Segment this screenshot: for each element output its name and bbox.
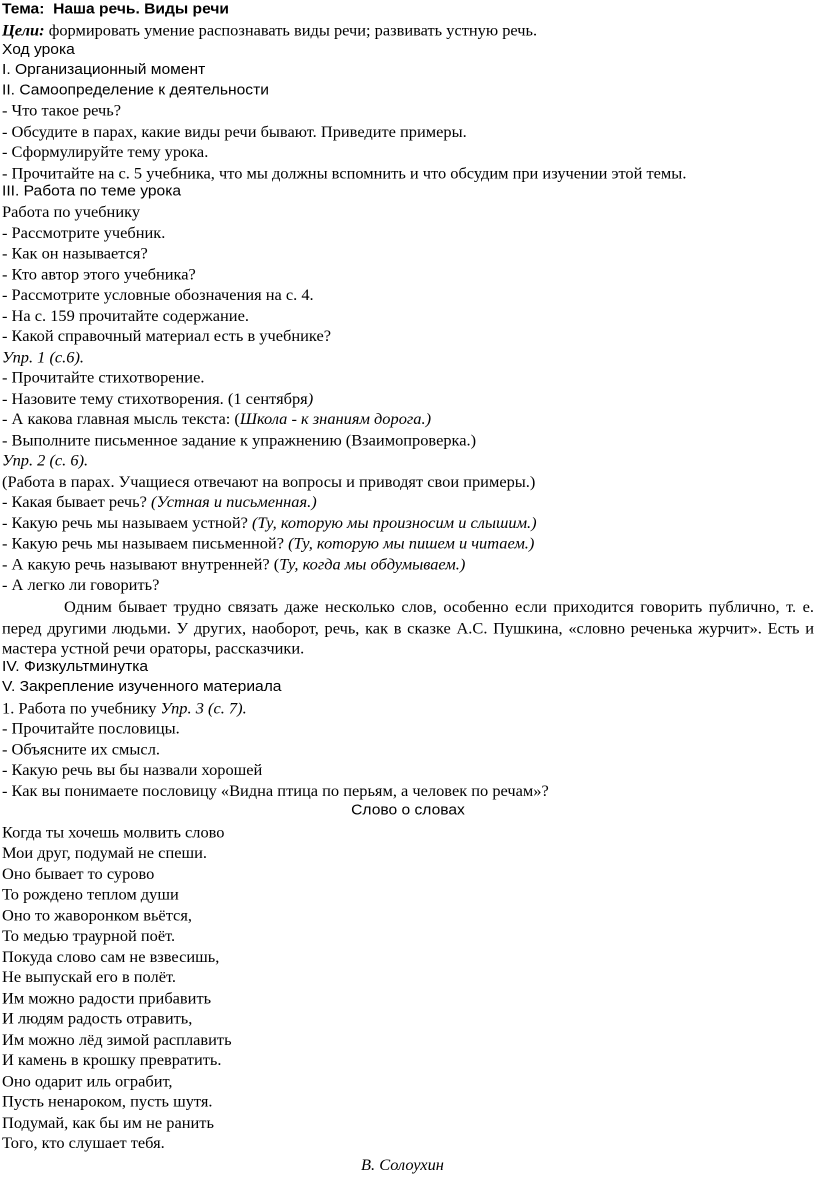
poem-line: Пусть ненароком, пусть шутя. [2,1092,213,1111]
list-item: - Сформулируйте тему урока. [2,142,209,161]
list-item: - Рассмотрите учебник. [2,223,166,242]
list-item: - Как он называется? [2,243,148,263]
poem-line: И камень в крошку превратить. [2,1050,222,1069]
list-item: - Объясните их смысл. [2,740,160,759]
section-heading-4: IV. Физкультминутка [2,658,149,675]
goals-line [2,20,537,41]
poem-line: То рождено теплом души [2,884,179,904]
course-heading: Ход урока [2,41,75,58]
list-item [2,388,313,409]
list-item: - Какую речь вы бы назвали хорошей [2,760,263,779]
poem-line: Им можно радости прибавить [2,988,212,1008]
answer-text: (Устная и письменная.) [151,492,317,511]
answer-text: Ту, когда мы обдумываем.) [279,555,466,574]
list-item: - Обсудите в парах, какие виды речи бывают. Приведите примеры. [2,122,467,141]
poem-line: Когда ты хочешь молвить слово [2,823,225,842]
question-text: - Какую речь мы называем устной? [2,513,252,533]
answer-text: (Ту, которую мы пишем и читаем.) [288,534,535,553]
body-paragraph: Одним бывает трудно связать даже несколько слов, особенно если приходится говорить публично, т. е. перед другими людьми. У других, наоборот, речь, как в сказке А.С. Пушкина, «словно реченька журчит». Есть и мастера устной речи ораторы, рассказчики. [2,597,814,658]
poem-line: Мои друг, подумай не спеши. [2,843,207,862]
poem-line: Того, кто слушает тебя. [2,1133,165,1152]
list-item: - А легко ли говорить? [2,575,160,594]
poem-line: Оно то жаворонком вьётся, [2,906,192,925]
exercise-ref: Упр. 3 (с. 7). [160,698,247,718]
list-item [2,492,317,513]
list-item: Работа по учебнику [2,202,141,221]
list-item: - Кто автор этого учебника? [2,265,196,284]
poem-line: И людям радость отравить, [2,1009,193,1028]
poem-line: Им можно лёд зимой расплавить [2,1030,232,1049]
poem-line: Покуда слово сам не взвесишь, [2,947,220,966]
list-item: - Что такое речь? [2,101,122,120]
topic-line [2,0,229,20]
poem-line: Оно одарит иль ограбит, [2,1071,173,1091]
poem-line: Подумай, как бы им не ранить [2,1113,214,1132]
list-item [2,409,431,430]
list-item [2,533,534,554]
poem-title: Слово о словах [351,801,465,819]
poem-line: Не выпускай его в полёт. [2,967,177,987]
list-item: - Как вы понимаете пословицу «Видна птица по перьям, а человек по речам»? [2,781,549,801]
exercise-2-title: Упр. 2 (с. 6). [2,451,89,470]
question-text: - Какую речь мы называем письменной? [2,534,289,553]
question-text: - Назовите тему стихотворения. (1 сентября [2,389,308,408]
section-heading-1: I. Организационный момент [2,61,206,79]
question-text: - Какая бывает речь? [2,492,152,511]
question-text: - А какую речь называют внутренней? ( [2,555,280,574]
list-item: - Какой справочный материал есть в учебнике? [2,326,331,346]
poem-author: В. Солоухин [361,1155,444,1175]
exercise-1-title: Упр. 1 (с.6). [2,347,85,367]
question-text: - А какова главная мысль текста: ( [2,409,240,428]
section-heading-5: V. Закрепление изученного материала [2,678,282,695]
list-item [2,513,537,534]
list-item: - Выполните письменное задание к упражнению (Взаимопроверка.) [2,430,477,450]
section-heading-2: II. Самоопределение к деятельности [2,81,269,99]
list-item: - Рассмотрите условные обозначения на с. 4. [2,285,314,304]
task-text: 1. Работа по учебнику [2,698,161,718]
answer-text: Школа - к знаниям дорога.) [239,409,432,428]
answer-text: (Ту, которую мы произносим и слышим.) [252,513,537,533]
list-item: - На с. 159 прочитайте содержание. [2,306,249,325]
list-item: - Прочитайте на с. 5 учебника, что мы должны вспомнить и что обсудим при изучении этой темы. [2,163,687,183]
poem-line: То медью траурной поёт. [2,926,176,945]
section-heading-3: III. Работа по теме урока [2,183,182,200]
goals-value: формировать умение распознавать виды речи; развивать устную речь. [44,21,538,40]
answer-text: ) [307,389,314,408]
topic-value: Наша речь. Виды речи [53,0,229,18]
list-item [2,698,247,719]
list-item: - Прочитайте стихотворение. [2,368,205,387]
goals-label: Цели: [2,21,45,40]
poem-line: Оно бывает то сурово [2,864,155,883]
list-item: - Прочитайте пословицы. [2,719,180,738]
topic-label: Тема: [2,0,45,18]
list-item [2,554,465,575]
exercise-2-intro: (Работа в парах. Учащиеся отвечают на вопросы и приводят свои примеры.) [2,472,536,491]
